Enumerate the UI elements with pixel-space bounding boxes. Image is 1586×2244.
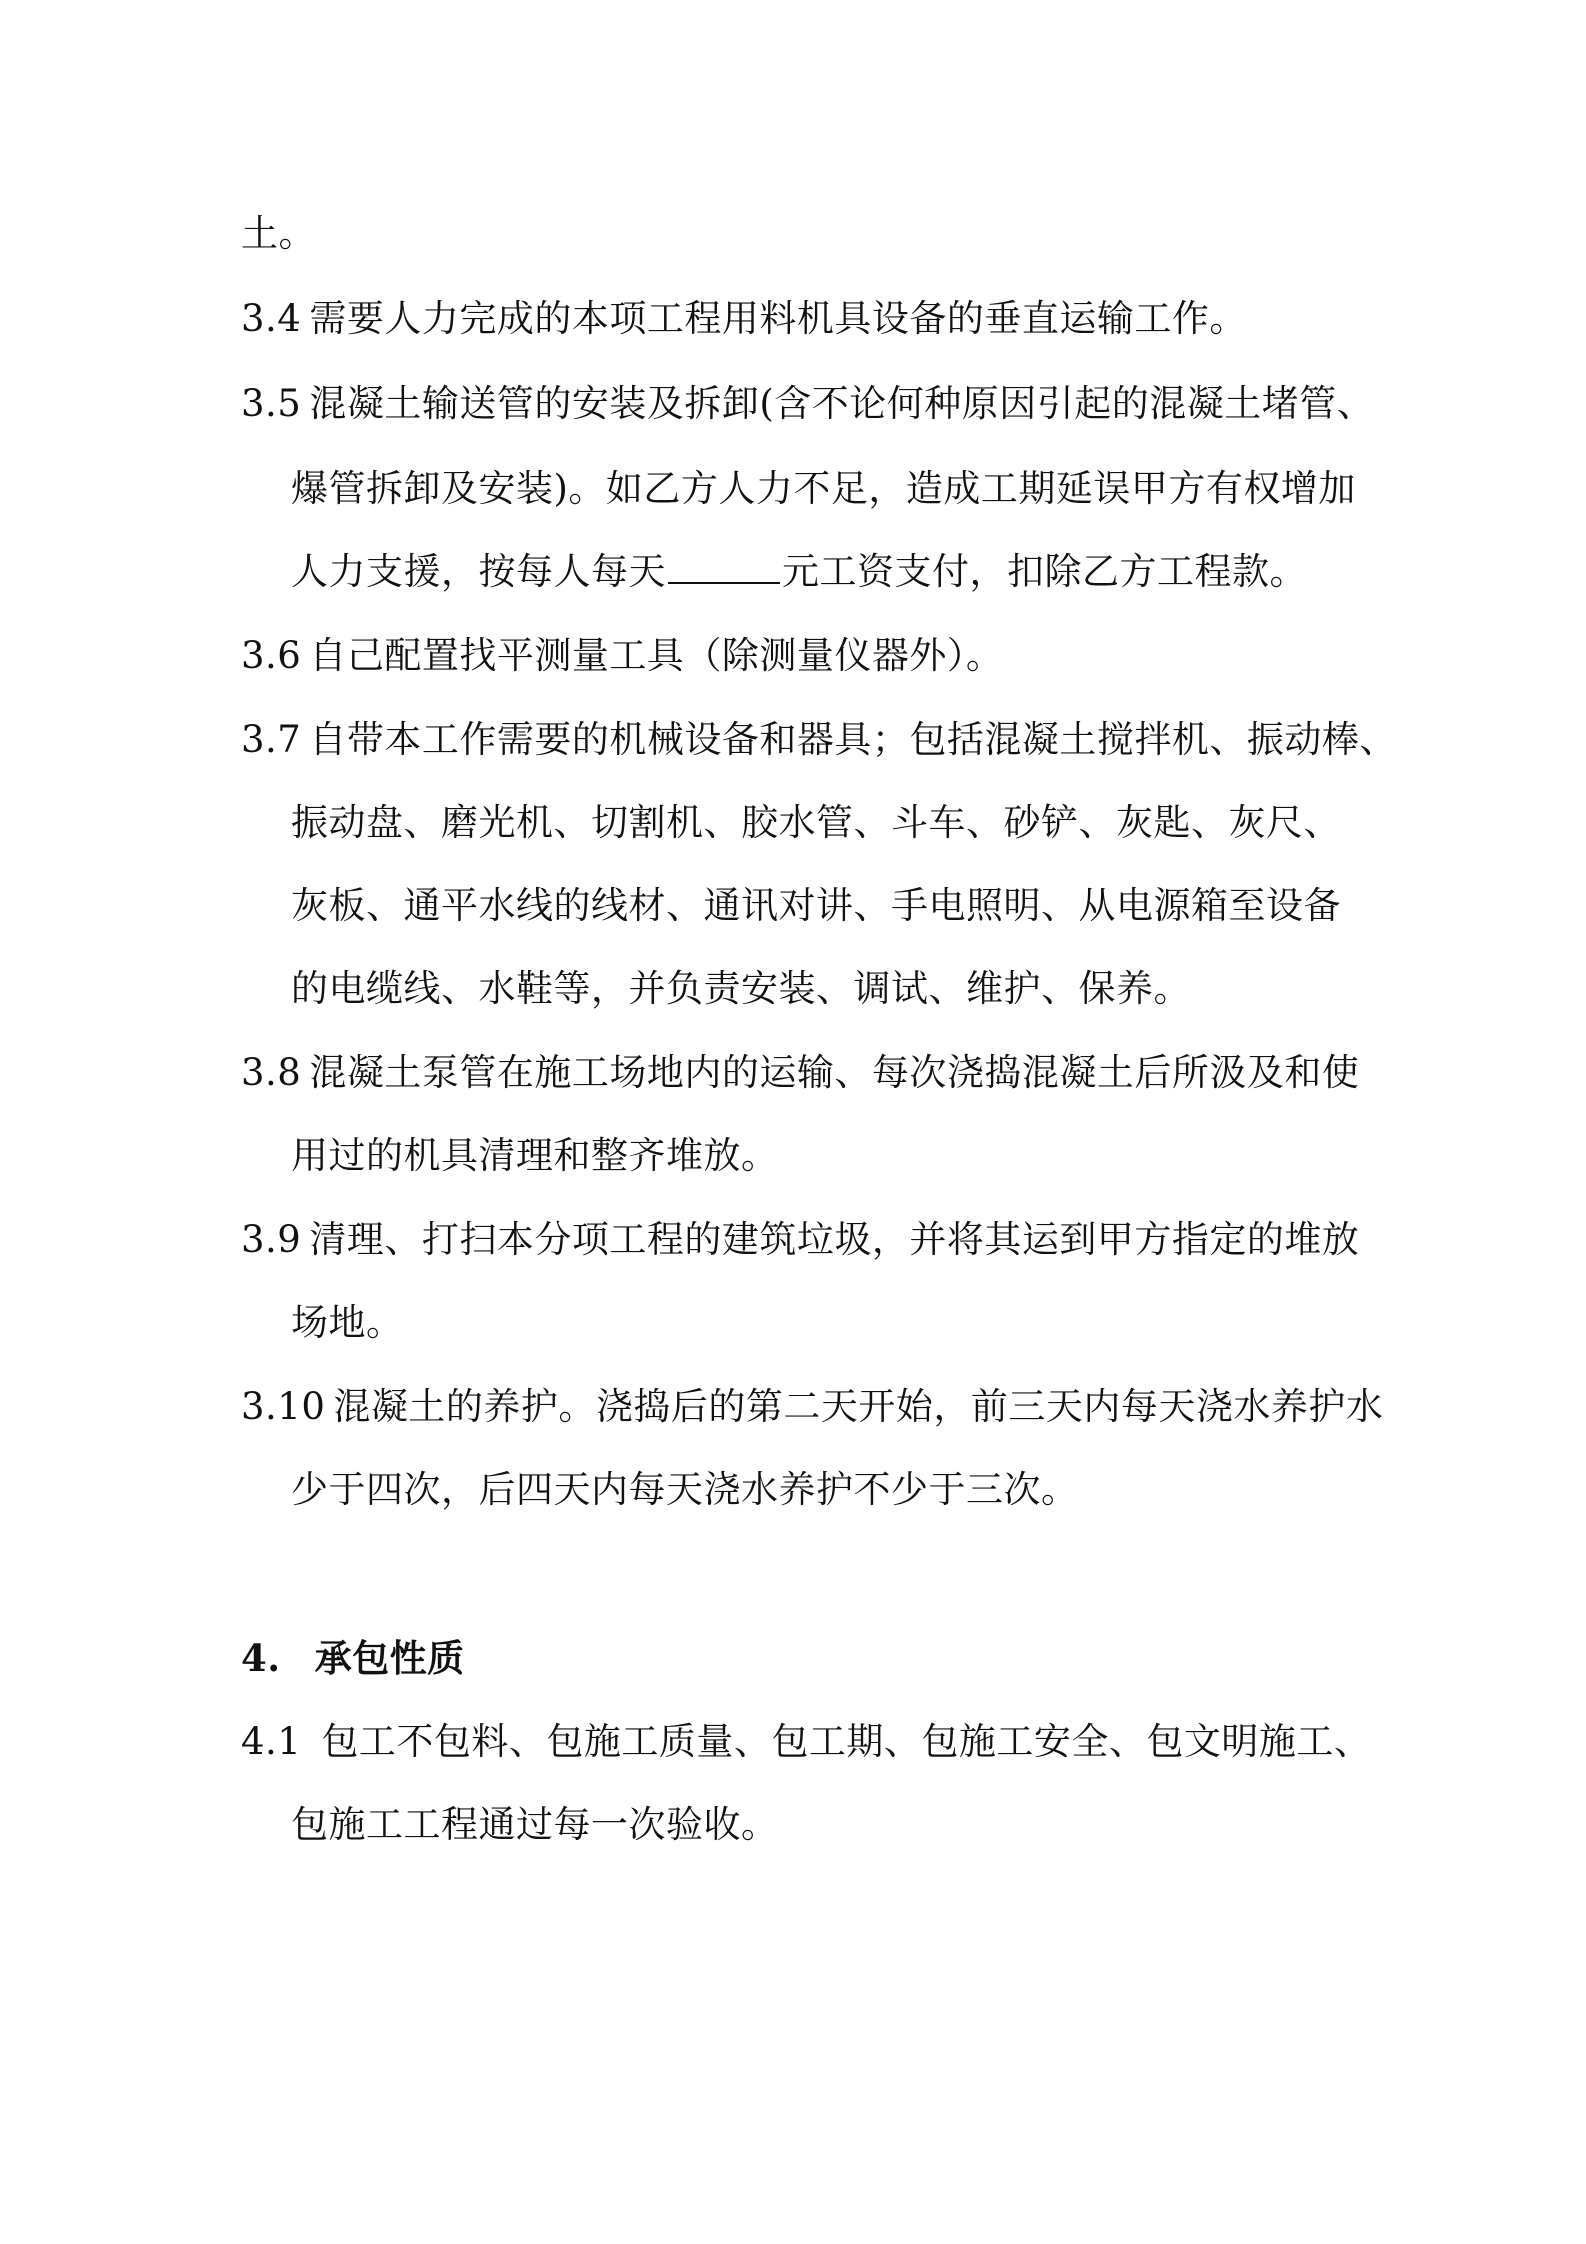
- clause-3-5: [241, 382, 1374, 426]
- clause-number: 3.10: [241, 1385, 326, 1428]
- clause-number: 3.6: [241, 634, 302, 677]
- clause-3-5-line-3: 人力支援，按每人每天 元工资支付，扣除乙方工程款。: [291, 550, 1307, 593]
- clause-number: 4.1: [241, 1720, 302, 1763]
- clause-number: 3.5: [241, 382, 302, 425]
- clause-3-10-line-2: 少于四次，后四天内每天浇水养护不少于三次。: [291, 1468, 1079, 1511]
- clause-4-1-line-2: 包施工工程通过每一次验收。: [291, 1803, 779, 1846]
- clause-text: 自带本工作需要的机械设备和器具；包括混凝土搅拌机、振动棒、: [309, 718, 1397, 761]
- text-line-continuation: 土。: [241, 212, 316, 255]
- clause-3-8: [241, 1051, 1359, 1095]
- clause-text: 需要人力完成的本项工程用料机具设备的垂直运输工作。: [309, 297, 1247, 340]
- clause-3-7-line-3: 灰板、通平水线的线材、通讯对讲、手电照明、从电源箱至设备: [291, 884, 1341, 927]
- clause-3-6: [241, 634, 1003, 678]
- clause-text: 混凝土泵管在施工场地内的运输、每次浇捣混凝土后所汲及和使: [309, 1051, 1360, 1094]
- clause-3-7-line-2: 振动盘、磨光机、切割机、胶水管、斗车、砂铲、灰匙、灰尺、: [291, 801, 1341, 844]
- fill-in-blank: [668, 552, 780, 584]
- clause-3-4: [241, 297, 1247, 341]
- clause-number: 3.8: [241, 1051, 302, 1094]
- clause-3-9-line-2: 场地。: [291, 1301, 404, 1344]
- clause-3-9: [241, 1218, 1359, 1262]
- clause-3-8-line-2: 用过的机具清理和整齐堆放。: [291, 1134, 779, 1177]
- clause-4-1: [241, 1720, 1371, 1764]
- section-title: 承包性质: [314, 1636, 465, 1680]
- clause-number: 3.7: [241, 718, 302, 761]
- clause-text: 混凝土输送管的安装及拆卸(含不论何种原因引起的混凝土堵管、: [309, 382, 1375, 425]
- clause-text: 包工不包料、包施工质量、包工期、包施工安全、包文明施工、: [321, 1720, 1372, 1763]
- clause-text: 混凝土的养护。浇捣后的第二天开始，前三天内每天浇水养护水: [333, 1385, 1384, 1428]
- section-heading-4: [241, 1636, 465, 1680]
- clause-3-7: [241, 718, 1397, 762]
- clause-3-7-line-4: 的电缆线、水鞋等，并负责安装、调试、维护、保养。: [291, 967, 1191, 1010]
- clause-text: 清理、打扫本分项工程的建筑垃圾，并将其运到甲方指定的堆放: [309, 1218, 1360, 1261]
- clause-text: 自己配置找平测量工具（除测量仪器外）。: [309, 634, 1004, 677]
- clause-number: 3.4: [241, 297, 302, 340]
- section-number: 4.: [241, 1636, 281, 1680]
- clause-number: 3.9: [241, 1218, 302, 1261]
- clause-3-5-line-2: 爆管拆卸及安装)。如乙方人力不足，造成工期延误甲方有权增加: [291, 467, 1356, 510]
- clause-3-10: [241, 1385, 1383, 1429]
